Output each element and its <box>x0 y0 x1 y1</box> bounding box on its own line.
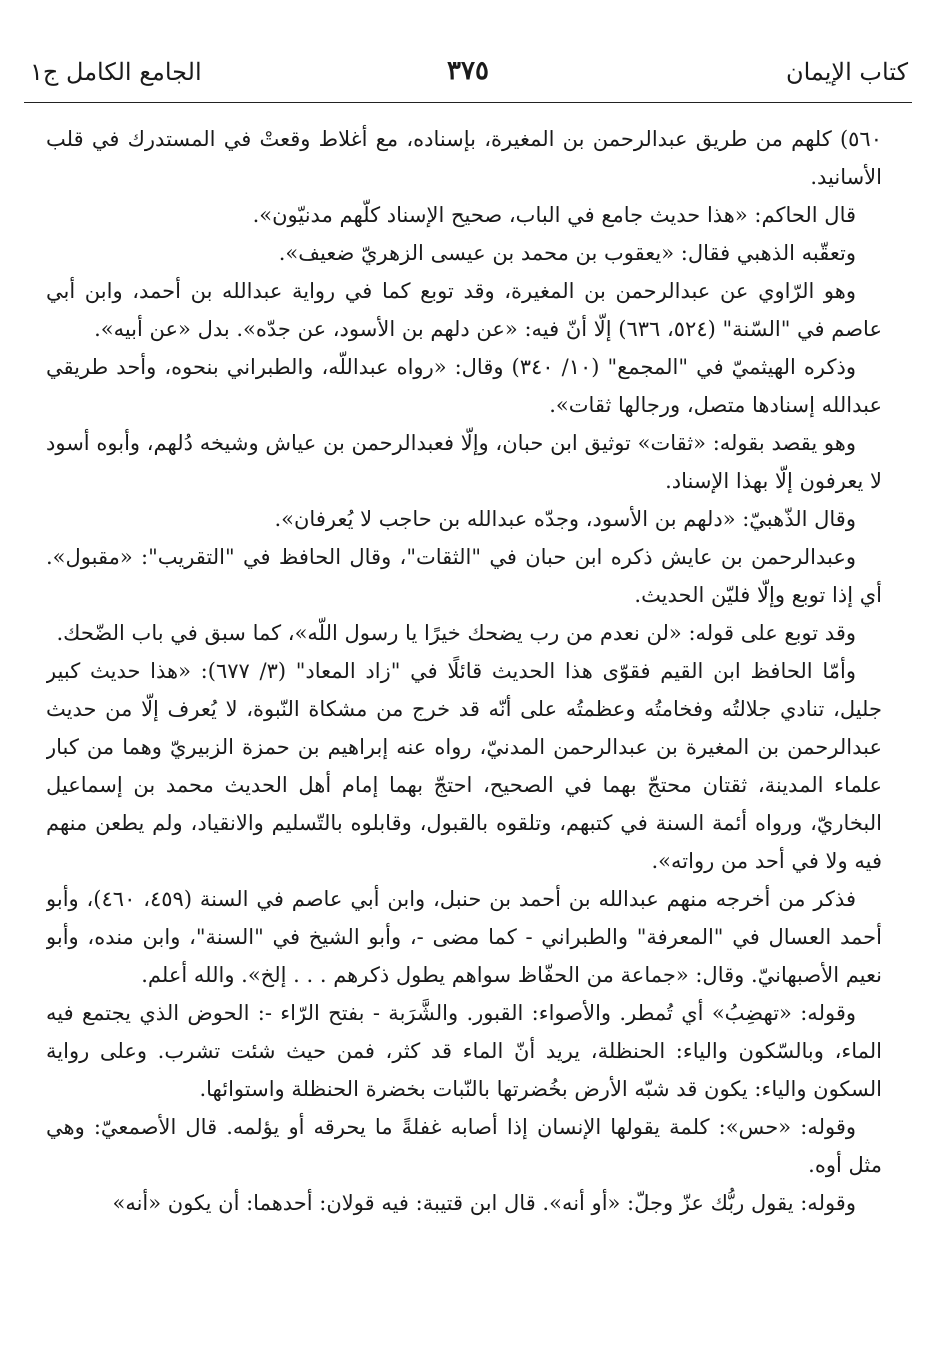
paragraph-dhahabi-critique: وتعقّبه الذهبي فقال: «يعقوب بن محمد بن عيسى الزهريّ ضعيف». <box>278 241 856 265</box>
page-number: ٣٧٥ <box>447 56 489 86</box>
paragraph-footnote-continuation: ٥٦٠) كلهم من طريق عبدالرحمن بن المغيرة، بإسناده، مع أغلاط وقعتْ في المستدرك في قلب الأسانيد. <box>46 127 882 189</box>
book-title: الجامع الكامل ج١ <box>30 58 202 86</box>
paragraph-mutaba: وقد توبع على قوله: «لن نعدم من رب يضحك خيرًا يا رسول اللّه»، كما سبق في باب الضّحك. <box>56 621 856 645</box>
paragraph-abdulrahman-ayish: وعبدالرحمن بن عايش ذكره ابن حبان في "الثقات"، وقال الحافظ في "التقريب": «مقبول». أي إذا توبع وإلّا فليّن الحديث. <box>46 545 882 607</box>
paragraph-gharib-tahdib: وقوله: «تهضِبُ» أي تُمطر. والأصواء: القبور. والشَّرَبة - بفتح الرّاء -: الحوض الذي يجتمع فيه الماء، وبالسّكون والياء: الحنظلة، يريد أنّ الماء قد كثر، فمن حيث شئت تشرب. وعلى رواية السكون والياء: يكون قد شبّه الأرض بخُضرتها بالنّبات بخضرة الحنظلة واستوائها. <box>46 1001 882 1101</box>
page-body <box>46 120 882 1348</box>
paragraph-haythami: وذكره الهيثميّ في "المجمع" (١٠/ ٣٤٠) وقال: «رواه عبداللّه، والطبراني بنحوه، وأحد طريقي عبدالله إسنادها متصل، ورجالها ثقات». <box>46 355 882 417</box>
paragraph-ibn-hibban: وهو يقصد بقوله: «ثقات» توثيق ابن حبان، وإلّا فعبدالرحمن بن عياش وشيخه دُلهم، وأبوه أسود لا يعرفون إلّا بهذا الإسناد. <box>46 431 882 493</box>
paragraph-dhahabi-dalham: وقال الذّهبيّ: «دلهم بن الأسود، وجدّه عبدالله بن حاجب لا يُعرفان». <box>274 507 856 531</box>
paragraph-takhrij: فذكر من أخرجه منهم عبدالله بن أحمد بن حنبل، وابن أبي عاصم في السنة (٤٥٩، ٤٦٠)، وأبو أحمد العسال في "المعرفة" والطبراني - كما مضى -، وأبو الشيخ في "السنة"، وابن منده، وأبو نعيم الأصبهانيّ. وقال: «جماعة من الحفّاظ سواهم يطول ذكرهم . . . إلخ». والله أعلم. <box>46 887 882 987</box>
paragraph-hakim-quote: قال الحاكم: «هذا حديث جامع في الباب، صحيح الإسناد كلّهم مدنيّون». <box>252 203 856 227</box>
page-header <box>24 52 912 103</box>
paragraph-gharib-hass: وقوله: «حس»: كلمة يقولها الإنسان إذا أصابه غفلةً ما يحرقه أو يؤلمه. قال الأصمعيّ: وهي مثل أوه. <box>46 1115 882 1177</box>
chapter-title: كتاب الإيمان <box>785 58 908 86</box>
paragraph-ibn-qayyim: وأمّا الحافظ ابن القيم فقوّى هذا الحديث قائلًا في "زاد المعاد" (٣/ ٦٧٧): «هذا حديث كبير جليل، تنادي جلالتُه وفخامتُه وعظمتُه على أنّه قد خرج من مشكاة النّبوة، لا يُعرف إلّا من حديث عبدالرحمن بن المغيرة بن عبدالرحمن المدنيّ، رواه عنه إبراهيم بن حمزة الزبيريّ وهما من كبار علماء المدينة، ثقتان محتجّ بهما في الصحيح، احتجّ بهما إمام أهل الحديث محمد بن إسماعيل البخاريّ، ورواه أئمة السنة في كتبهم، وتلقوه بالقبول، وقابلوه بالتّسليم والانقياد، ولم يطعن منهم فيه ولا في أحد من رواته». <box>46 659 882 873</box>
paragraph-gharib-annahu: وقوله: يقول ربُّك عزّ وجلّ: «أو أنه». قال ابن قتيبة: فيه قولان: أحدهما: أن يكون «أنه» <box>112 1191 856 1215</box>
paragraph-narrator-note: وهو الرّاوي عن عبدالرحمن بن المغيرة، وقد توبع كما في رواية عبدالله بن أحمد، وابن أبي عاصم في "السّنة" (٥٢٤، ٦٣٦) إلّا أنّ فيه: «عن دلهم بن الأسود، عن جدّه». بدل «عن أبيه». <box>46 279 882 341</box>
